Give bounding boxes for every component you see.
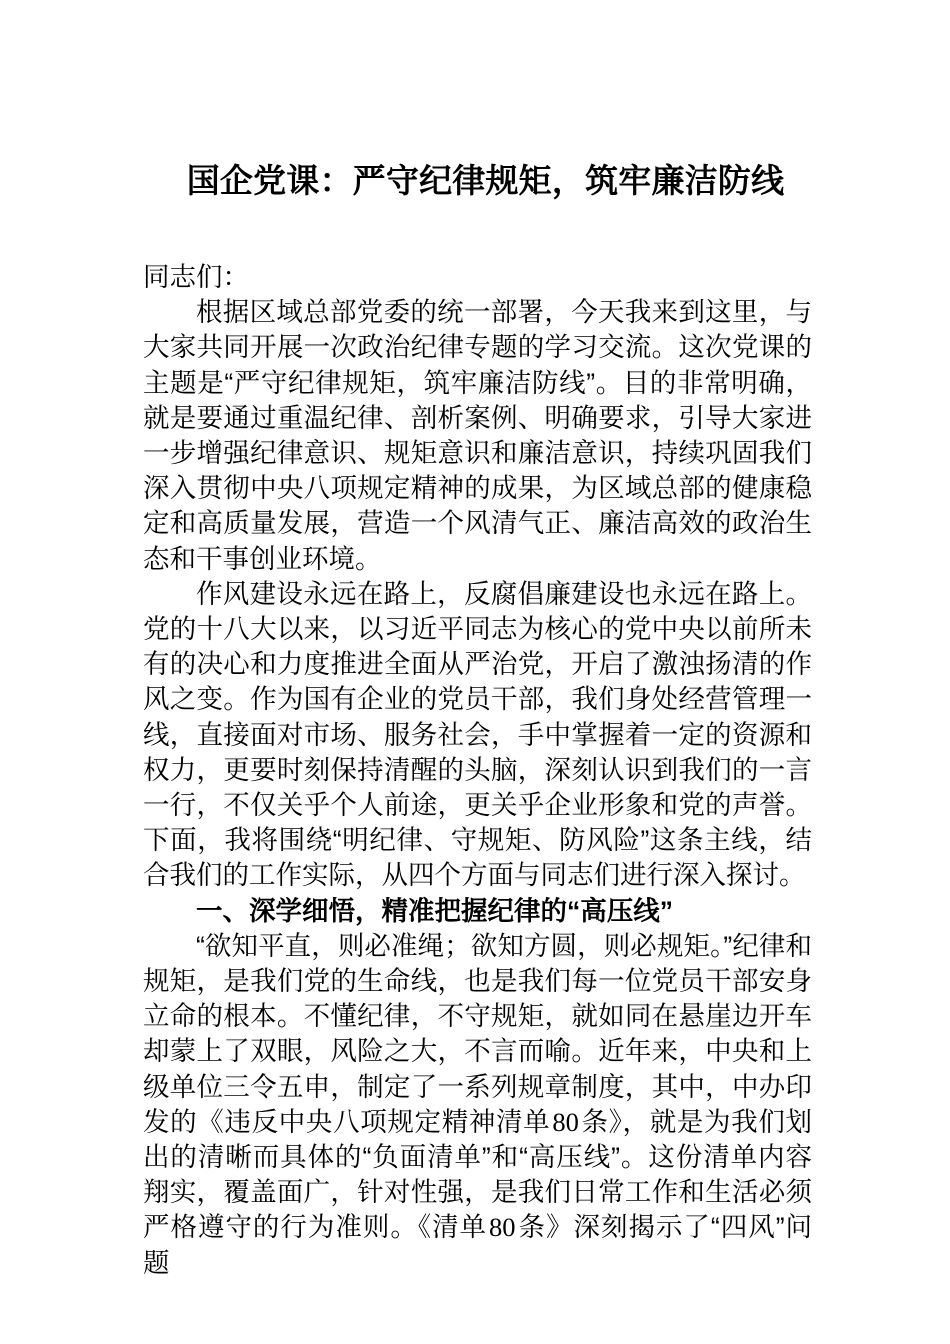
paragraph-1: 根据区域总部党委的统一部署，今天我来到这里，与大家共同开展一次政治纪律专题的学习交流。这次党课的主题是“严守纪律规矩，筑牢廉洁防线”。目的非常明确，就是要通过重温纪律、剖析案例、明确要求，引导大家进一步增强纪律意识、规矩意识和廉洁意识，持续巩固我们深入贯彻中央八项规定精神的成果，为区域总部的健康稳定和高质量发展，营造一个风清气正、廉洁高效的政治生态和干事创业环境。 <box>143 297 812 574</box>
inline-number: 80 <box>552 1106 579 1137</box>
section-heading-1: 一、深学细悟，精准把握纪律的“高压线” <box>196 895 673 926</box>
inline-number: 80 <box>489 1212 516 1243</box>
document-body <box>143 260 812 1281</box>
paragraph-2: 作风建设永远在路上，反腐倡廉建设也永远在路上。党的十八大以来，以习近平同志为核心的党中央以前所未有的决心和力度推进全面从严治党，开启了激浊扬清的作风之变。作为国有企业的党员干部，我们身处经营管理一线，直接面对市场、服务社会，手中掌握着一定的资源和权力，更要时刻保持清醒的头脑，深刻认识到我们的一言一行，不仅关乎个人前途，更关乎企业形象和党的声誉。下面，我将围绕“明纪律、守规矩、防风险”这条主线，结合我们的工作实际，从四个方面与同志们进行深入探讨。 <box>143 578 812 891</box>
document-title: 国企党课：严守纪律规矩，筑牢廉洁防线 <box>186 162 785 199</box>
paragraph-3: “欲知平直，则必准绳；欲知方圆，则必规矩。”纪律和规矩，是我们党的生命线，也是我们每一位党员干部安身立命的根本。不懂纪律，不守规矩，就如同在悬崖边开车却蒙上了双眼，风险之大，不言而喻。近年来，中央和上级单位三令五申，制定了一系列规章制度，其中，中办印发的《违反中央八项规定精神清单80条》，就是为我们划出的清晰而具体的“负面清单”和“高压线”。这份清单内容翔实，覆盖面广，针对性强，是我们日常工作和生活必须严格遵守的行为准则。《清单80条》深刻揭示了“四风”问题 <box>143 930 813 1278</box>
salutation-line: 同志们： <box>143 262 249 292</box>
document-content-column <box>143 0 812 1281</box>
